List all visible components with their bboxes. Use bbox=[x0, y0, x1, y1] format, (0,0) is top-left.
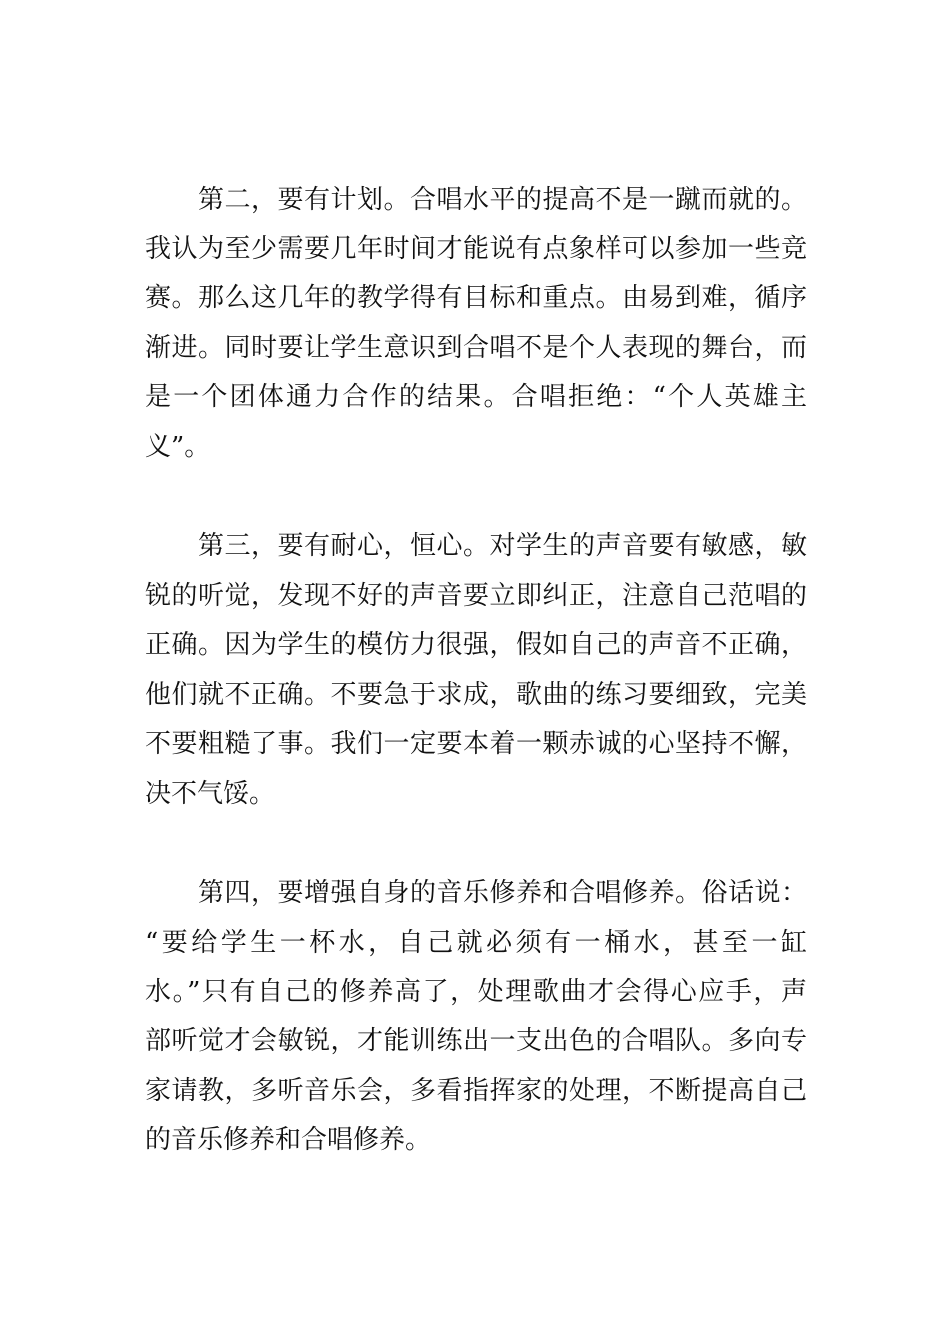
paragraph-line: 义”。 bbox=[145, 432, 211, 462]
paragraph-line: 的音乐修养和合唱修养。 bbox=[145, 1125, 432, 1155]
paragraph-line: 他们就不正确。不要急于求成，歌曲的练习要细致，完美 bbox=[145, 680, 807, 710]
paragraph-line: 不要粗糙了事。我们一定要本着一颗赤诚的心坚持不懈， bbox=[145, 729, 807, 759]
paragraph-line: 部听觉才会敏锐，才能训练出一支出色的合唱队。多向专 bbox=[145, 1026, 807, 1056]
paragraph-line: 渐进。同时要让学生意识到合唱不是个人表现的舞台，而 bbox=[145, 333, 807, 363]
paragraph-line: 赛。那么这几年的教学得有目标和重点。由易到难，循序 bbox=[145, 283, 807, 313]
paragraph-line: 第三，要有耐心，恒心。对学生的声音要有敏感，敏 bbox=[198, 531, 807, 561]
paragraph-line: 我认为至少需要几年时间才能说有点象样可以参加一些竞 bbox=[145, 234, 807, 264]
paragraph-line: 正确。因为学生的模仿力很强，假如自己的声音不正确， bbox=[145, 630, 807, 660]
paragraph-line: 第二，要有计划。合唱水平的提高不是一蹴而就的。 bbox=[198, 185, 807, 215]
paragraph-line: 家请教，多听音乐会，多看指挥家的处理，不断提高自己 bbox=[145, 1076, 807, 1106]
paragraph-line: 是一个团体通力合作的结果。合唱拒绝：“个人英雄主 bbox=[145, 382, 807, 412]
paragraph-line: 第四，要增强自身的音乐修养和合唱修养。俗话说： bbox=[198, 878, 807, 908]
paragraph-line: 决不气馁。 bbox=[145, 779, 276, 809]
paragraph-line: 锐的听觉，发现不好的声音要立即纠正，注意自己范唱的 bbox=[145, 581, 807, 611]
paragraph-line: “要给学生一杯水，自己就必须有一桶水，甚至一缸 bbox=[145, 928, 807, 958]
paragraph-line: 水。”只有自己的修养高了，处理歌曲才会得心应手，声 bbox=[145, 977, 807, 1007]
